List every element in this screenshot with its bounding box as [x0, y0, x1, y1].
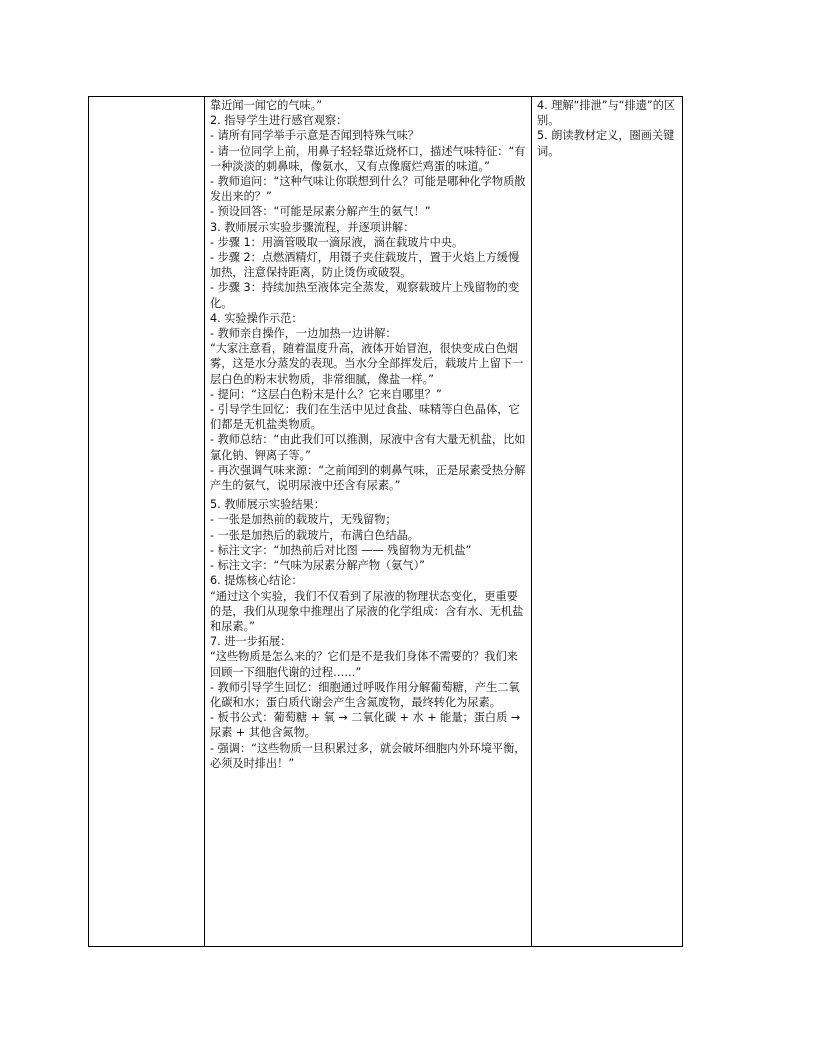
- text-line: - 步骤 1：用滴管吸取一滴尿液，滴在载玻片中央。: [210, 235, 464, 249]
- text-line: “大家注意看，随着温度升高，液体开始冒泡，很快变成白色烟雾，这是水分蒸发的表现。当水分全部挥发后，载玻片上留下一层白色的粉末状物质，非常细腻，像盐一样。”: [210, 342, 524, 386]
- text-line: - 预设回答：“可能是尿素分解产生的氨气！”: [210, 205, 431, 219]
- text-line: - 教师亲自操作，一边加热一边讲解：: [210, 327, 397, 341]
- text-line: 5. 教师展示实验结果：: [210, 498, 325, 512]
- text-line: 4. 理解“排泄”与“排遗”的区别。: [537, 99, 676, 128]
- text-line: - 请一位同学上前，用鼻子轻轻靠近烧杯口，描述气味特征：“有一种淡淡的刺鼻味，像氨水，又有点像腐烂鸡蛋的味道。”: [210, 144, 526, 173]
- text-line: - 标注文字：“加热前后对比图 —— 残留物为无机盐”: [210, 543, 472, 557]
- text-line: 靠近闻一闻它的气味。”: [210, 99, 323, 112]
- text-line: - 步骤 2：点燃酒精灯，用镊子夹住载玻片，置于火焰上方缓慢加热，注意保持距离，防止烫伤或破裂。: [210, 251, 520, 280]
- text-line: - 请所有同学举手示意是否闻到特殊气味？: [210, 129, 419, 143]
- text-line: - 教师总结：“由此我们可以推测，尿液中含有大量无机盐，比如氯化钠、钾离子等。”: [210, 433, 526, 462]
- text-line: - 板书公式：葡萄糖 + 氧 → 二氧化碳 + 水 + 能量；蛋白质 → 尿素 + 其他含氮物。: [210, 711, 524, 740]
- text-line: - 步骤 3：持续加热至液体完全蒸发，观察载玻片上残留物的变化。: [210, 281, 520, 310]
- text-line: - 一张是加热前的载玻片，无残留物；: [210, 513, 397, 527]
- text-line: 6. 提炼核心结论：: [210, 574, 303, 588]
- text-line: 2. 指导学生进行感官观察：: [210, 114, 348, 128]
- text-line: - 教师引导学生回忆：细胞通过呼吸作用分解葡萄糖，产生二氧化碳和水；蛋白质代谢会产生含氮废物，最终转化为尿素。: [210, 680, 520, 709]
- text-line: “通过这个实验，我们不仅看到了尿液的物理状态变化，更重要的是，我们从现象中推理出了尿液的化学组成：含有水、无机盐和尿素。”: [210, 589, 524, 633]
- text-line: - 强调：“这些物质一旦积累过多，就会破坏细胞内外环境平衡，必须及时排出！”: [210, 741, 526, 770]
- text-line: - 标注文字：“气味为尿素分解产物（氨气）”: [210, 559, 425, 573]
- text-line: “这些物质是怎么来的？它们是不是我们身体不需要的？我们来回顾一下细胞代谢的过程……”: [210, 650, 518, 679]
- teaching-process-cell: [205, 97, 532, 947]
- text-line: 7. 进一步拓展：: [210, 635, 292, 649]
- lesson-plan-table: [88, 96, 683, 947]
- text-line: - 再次强调气味来源：“之前闻到的刺鼻气味，正是尿素受热分解产生的氨气，说明尿液中还含有尿素。”: [210, 463, 526, 493]
- text-line: - 引导学生回忆：我们在生活中见过食盐、味精等白色晶体，它们都是无机盐类物质。: [210, 403, 520, 432]
- text-line: - 教师追问：“这种气味让你联想到什么？可能是哪种化学物质散发出来的？”: [210, 175, 526, 204]
- objectives-cell: [532, 97, 683, 947]
- text-line: 3. 教师展示实验步骤流程，并逐项讲解：: [210, 220, 415, 234]
- text-line: - 提问：“这层白色粉末是什么？它来自哪里？”: [210, 387, 442, 401]
- text-line: - 一张是加热后的载玻片，布满白色结晶。: [210, 528, 419, 542]
- left-empty-cell: [89, 97, 205, 947]
- text-line: 5. 朗读教材定义，圈画关键词。: [537, 129, 675, 158]
- table-row: [89, 97, 683, 947]
- text-line: 4. 实验操作示范：: [210, 311, 303, 325]
